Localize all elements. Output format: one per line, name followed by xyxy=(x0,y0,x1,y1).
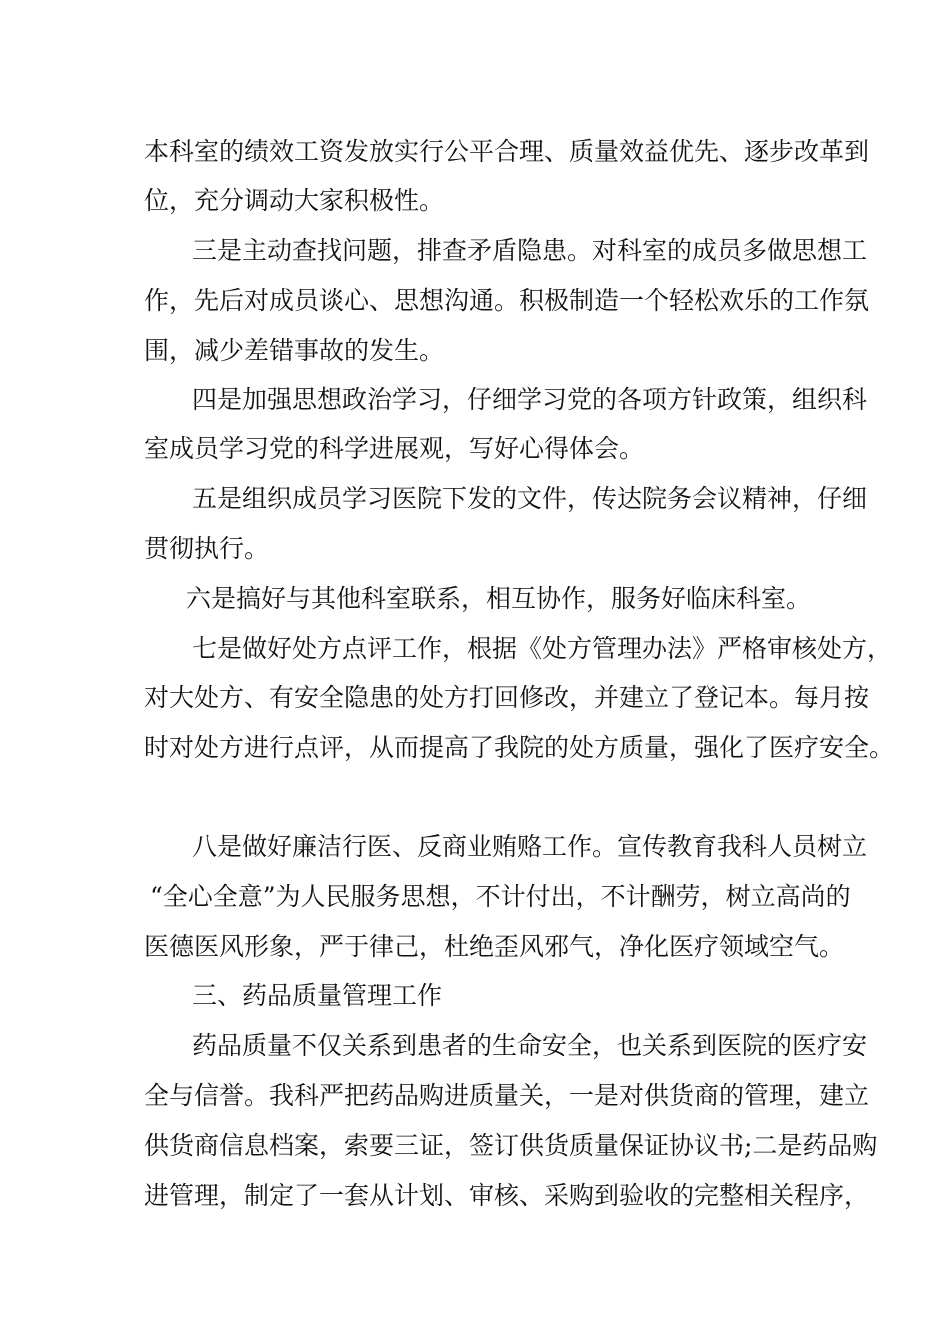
paragraph-line: 医德医风形象，严于律己，杜绝歪风邪气，净化医疗领域空气。 xyxy=(144,932,845,961)
paragraph-line: 六是搞好与其他科室联系，相互协作，服务好临床科室。 xyxy=(186,584,812,613)
paragraph-line: 全与信誉。我科严把药品购进质量关，一是对供货商的管理，建立 xyxy=(144,1081,870,1110)
paragraph-line: 七是做好处方点评工作，根据《处方管理办法》严格审核处方， xyxy=(192,634,893,663)
paragraph-line: 药品质量不仅关系到患者的生命安全，也关系到医院的医疗安 xyxy=(192,1031,868,1060)
paragraph-line: 八是做好廉洁行医、反商业贿赂工作。宣传教育我科人员树立 xyxy=(192,832,868,861)
paragraph-line: 五是组织成员学习医院下发的文件，传达院务会议精神，仔细 xyxy=(192,484,868,513)
paragraph-line: 进管理，制定了一套从计划、审核、采购到验收的完整相关程序， xyxy=(144,1181,870,1210)
paragraph-line: 时对处方进行点评，从而提高了我院的处方质量，强化了医疗安全。 xyxy=(144,733,895,762)
paragraph-line: 贯彻执行。 xyxy=(144,534,270,563)
paragraph-line: “全心全意”为人民服务思想，不计付出，不计酬劳，树立高尚的 xyxy=(150,882,851,911)
paragraph-line: 本科室的绩效工资发放实行公平合理、质量效益优先、逐步改革到 xyxy=(144,137,870,166)
paragraph-line: 作，先后对成员谈心、思想沟通。积极制造一个轻松欢乐的工作氛 xyxy=(144,286,870,315)
paragraph-line: 室成员学习党的科学进展观，写好心得体会。 xyxy=(144,434,645,463)
paragraph-line: 围，减少差错事故的发生。 xyxy=(144,336,445,365)
paragraph-line: 四是加强思想政治学习，仔细学习党的各项方针政策，组织科 xyxy=(192,385,868,414)
paragraph-line: 三是主动查找问题，排查矛盾隐患。对科室的成员多做思想工 xyxy=(192,236,868,265)
paragraph-line: 对大处方、有安全隐患的处方打回修改，并建立了登记本。每月按 xyxy=(144,683,870,712)
section-heading: 三、药品质量管理工作 xyxy=(192,981,443,1010)
paragraph-line: 位，充分调动大家积极性。 xyxy=(144,186,445,215)
paragraph-line: 供货商信息档案，索要三证，签订供货质量保证协议书;二是药品购 xyxy=(144,1131,878,1160)
